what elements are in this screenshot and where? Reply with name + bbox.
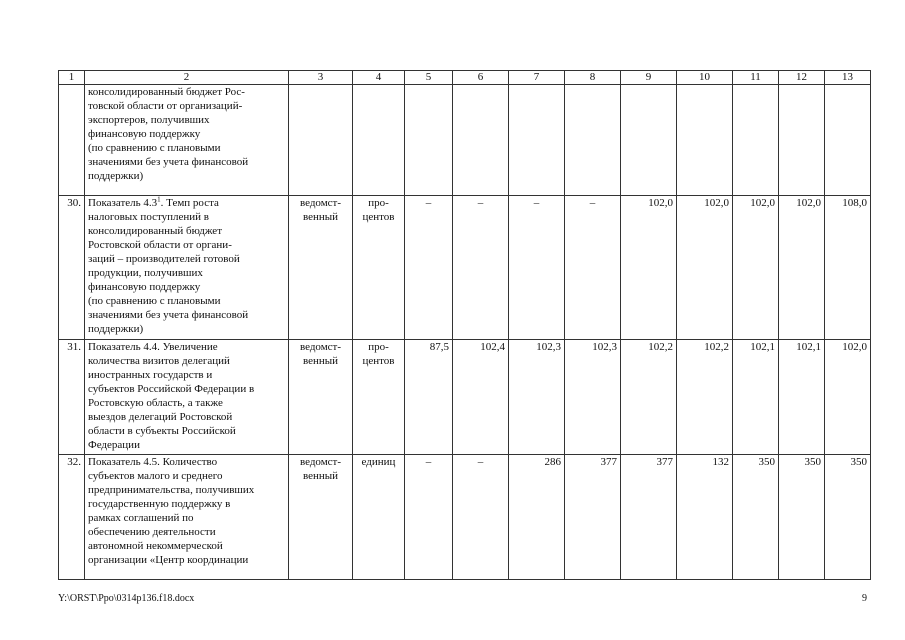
indicator-value: 102,0 [825, 340, 871, 455]
row-number: 31. [59, 340, 85, 455]
col-header: 7 [509, 71, 565, 85]
col-header: 2 [85, 71, 289, 85]
indicator-value: 102,1 [733, 340, 779, 455]
row-number: 32. [59, 455, 85, 580]
table-row [59, 340, 871, 455]
indicator-value: 102,0 [779, 196, 825, 340]
indicator-value: 350 [779, 455, 825, 580]
indicator-value: – [509, 196, 565, 340]
indicator-value: 350 [733, 455, 779, 580]
col-header: 1 [59, 71, 85, 85]
indicator-type: ведомст- венный [289, 340, 353, 455]
unit-of-measure: про- центов [353, 196, 405, 340]
indicator-value: 102,0 [733, 196, 779, 340]
indicator-value: 102,3 [509, 340, 565, 455]
indicator-value: – [453, 196, 509, 340]
col-header: 10 [677, 71, 733, 85]
indicator-type: ведомст- венный [289, 196, 353, 340]
indicator-description: консолидированный бюджет Рос- товской области от организаций- экспортеров, получивших финансовую поддержку (по сравнению с плановыми значениями без учета финансовой поддержки) [85, 85, 289, 196]
table-row [59, 85, 871, 196]
indicator-value [621, 85, 677, 196]
indicator-value: 102,2 [677, 340, 733, 455]
indicator-value: 108,0 [825, 196, 871, 340]
indicator-value [453, 85, 509, 196]
indicator-value: – [565, 196, 621, 340]
indicator-value: 102,2 [621, 340, 677, 455]
col-header: 12 [779, 71, 825, 85]
indicator-value: 102,3 [565, 340, 621, 455]
row-number: 30. [59, 196, 85, 340]
indicator-value: 102,0 [621, 196, 677, 340]
col-header: 8 [565, 71, 621, 85]
indicator-value: 102,0 [677, 196, 733, 340]
indicator-value: 87,5 [405, 340, 453, 455]
row-number [59, 85, 85, 196]
indicator-value [733, 85, 779, 196]
indicator-value: 377 [565, 455, 621, 580]
indicator-value [565, 85, 621, 196]
column-number-row [59, 71, 871, 85]
indicator-value: 102,1 [779, 340, 825, 455]
table-row [59, 196, 871, 340]
indicator-value: – [405, 196, 453, 340]
col-header: 6 [453, 71, 509, 85]
file-path: Y:\ORST\Ppo\0314p136.f18.docx [58, 593, 195, 604]
col-header: 11 [733, 71, 779, 85]
indicator-value: 286 [509, 455, 565, 580]
indicator-value: 350 [825, 455, 871, 580]
unit-of-measure: единиц [353, 455, 405, 580]
col-header: 4 [353, 71, 405, 85]
col-header: 13 [825, 71, 871, 85]
indicator-value [779, 85, 825, 196]
col-header: 9 [621, 71, 677, 85]
indicator-description: Показатель 4.4. Увеличение количества визитов делегаций иностранных государств и субъектов Российской Федерации в Ростовскую область, а также выездов делегаций Ростовской области в субъекты Российской Федерации [85, 340, 289, 455]
indicator-description: Показатель $4.3^1$. Темп роста налоговых поступлений в консолидированный бюджет Ростовской области от органи- заций – производителей готовой продукции, получивших финансовую поддержку (по сравнению с плановыми значениями без учета финансовой поддержки) [85, 196, 289, 340]
indicator-value: – [453, 455, 509, 580]
indicator-value [825, 85, 871, 196]
page-number: 9 [862, 593, 867, 604]
table-row [59, 455, 871, 580]
indicator-value: 102,4 [453, 340, 509, 455]
indicator-value: – [405, 455, 453, 580]
indicator-value: 132 [677, 455, 733, 580]
unit-of-measure [353, 85, 405, 196]
indicator-type [289, 85, 353, 196]
indicators-table [58, 70, 871, 580]
indicator-value [677, 85, 733, 196]
indicator-value [509, 85, 565, 196]
unit-of-measure: про- центов [353, 340, 405, 455]
indicator-type: ведомст- венный [289, 455, 353, 580]
indicator-value: 377 [621, 455, 677, 580]
indicator-value [405, 85, 453, 196]
col-header: 5 [405, 71, 453, 85]
indicator-description: Показатель 4.5. Количество субъектов малого и среднего предпринимательства, получивших государственную поддержку в рамках соглашений по обеспечению деятельности автономной некоммерческой организации «Центр координации [85, 455, 289, 580]
col-header: 3 [289, 71, 353, 85]
